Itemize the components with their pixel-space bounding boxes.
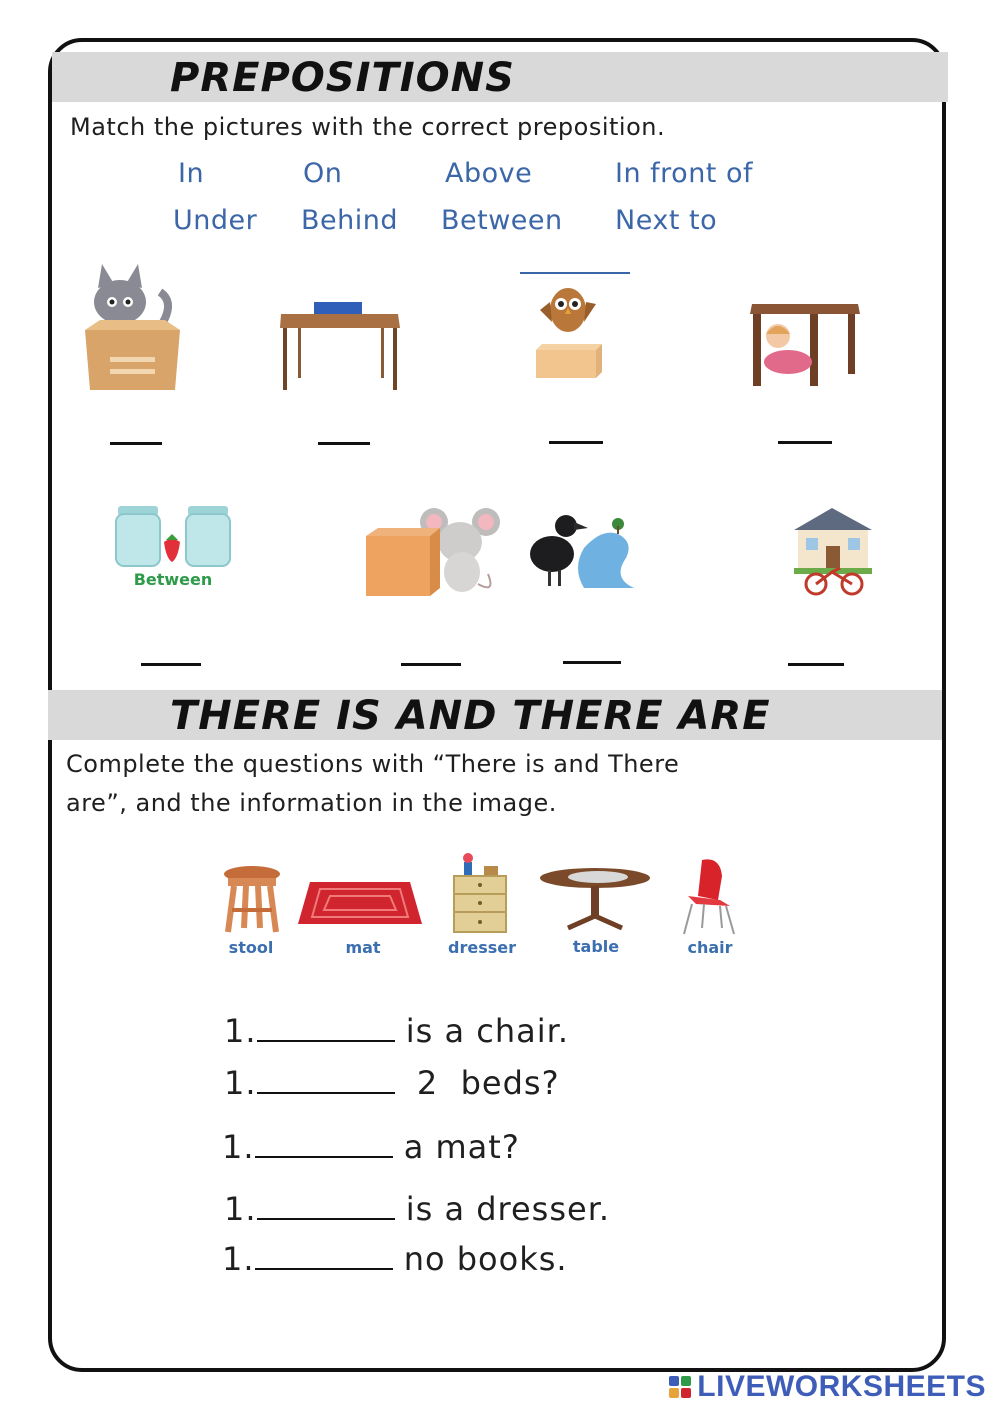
option-between: Between	[441, 205, 563, 236]
liveworksheets-brand: LIVEWORKSHEETS	[697, 1370, 986, 1403]
sentence-number: 1.	[222, 1128, 255, 1166]
there-is-title: THERE IS AND THERE ARE	[170, 693, 771, 739]
sentence-text: a mat?	[392, 1128, 520, 1166]
answer-blank-7[interactable]	[563, 661, 621, 664]
sentence-answer-blank[interactable]	[257, 1068, 395, 1094]
jar-caption: Between	[133, 570, 213, 589]
book-on-table-image	[278, 298, 404, 393]
vocab-label-stool: stool	[228, 938, 274, 957]
crow-next-to-river-image	[522, 508, 638, 592]
strawberry-between-jars-image	[112, 500, 236, 572]
vocab-label-mat: mat	[345, 938, 381, 957]
cat-in-box-image	[80, 262, 190, 392]
answer-blank-5[interactable]	[141, 663, 201, 666]
option-in-front-of: In front of	[615, 158, 753, 189]
sentence-number: 1.	[222, 1240, 255, 1278]
mat-image	[296, 880, 424, 926]
prepositions-title: PREPOSITIONS	[170, 55, 515, 101]
liveworksheets-footer[interactable]	[669, 1370, 986, 1404]
dresser-image	[450, 852, 510, 934]
answer-blank-4[interactable]	[778, 441, 832, 444]
sentence-text: 2 beds?	[394, 1064, 560, 1102]
table-image	[538, 866, 652, 930]
sentence-number: 1.	[224, 1064, 257, 1102]
answer-blank-3[interactable]	[549, 441, 603, 444]
vocab-label-chair: chair	[687, 938, 733, 957]
liveworksheets-logo-icon	[669, 1376, 691, 1398]
sentence-4	[224, 1190, 610, 1228]
mouse-behind-box-image	[364, 502, 504, 598]
sentence-answer-blank[interactable]	[255, 1244, 393, 1270]
option-above: Above	[445, 158, 533, 189]
bike-in-front-of-house-image	[792, 506, 874, 598]
sentence-1	[224, 1012, 569, 1050]
option-in: In	[178, 158, 205, 189]
sentence-answer-blank[interactable]	[257, 1016, 395, 1042]
sentence-answer-blank[interactable]	[257, 1194, 395, 1220]
sentence-text: is a chair.	[394, 1012, 569, 1050]
sentence-answer-blank[interactable]	[255, 1132, 393, 1158]
drop-target-line[interactable]	[520, 272, 630, 274]
girl-under-table-image	[748, 296, 864, 388]
there-is-instruction-line2: are”, and the information in the image.	[66, 789, 557, 817]
answer-blank-8[interactable]	[788, 663, 844, 666]
sentence-5	[222, 1240, 568, 1278]
prepositions-instruction: Match the pictures with the correct preposition.	[70, 113, 666, 141]
sentence-number: 1.	[224, 1190, 257, 1228]
sentence-text: no books.	[392, 1240, 568, 1278]
sentence-2	[224, 1064, 560, 1102]
sentence-3	[222, 1128, 520, 1166]
vocab-label-table: table	[572, 937, 620, 956]
sentence-number: 1.	[224, 1012, 257, 1050]
vocab-label-dresser: dresser	[448, 938, 516, 957]
answer-blank-6[interactable]	[401, 663, 461, 666]
option-under: Under	[173, 205, 258, 236]
answer-blank-1[interactable]	[110, 442, 162, 445]
chair-image	[680, 856, 740, 936]
option-behind: Behind	[301, 205, 398, 236]
option-next-to: Next to	[615, 205, 718, 236]
owl-above-box-image	[530, 282, 610, 382]
answer-blank-2[interactable]	[318, 442, 370, 445]
there-is-instruction-line1: Complete the questions with “There is and There	[66, 750, 680, 778]
stool-image	[222, 864, 282, 934]
option-on: On	[303, 158, 343, 189]
sentence-text: is a dresser.	[394, 1190, 611, 1228]
